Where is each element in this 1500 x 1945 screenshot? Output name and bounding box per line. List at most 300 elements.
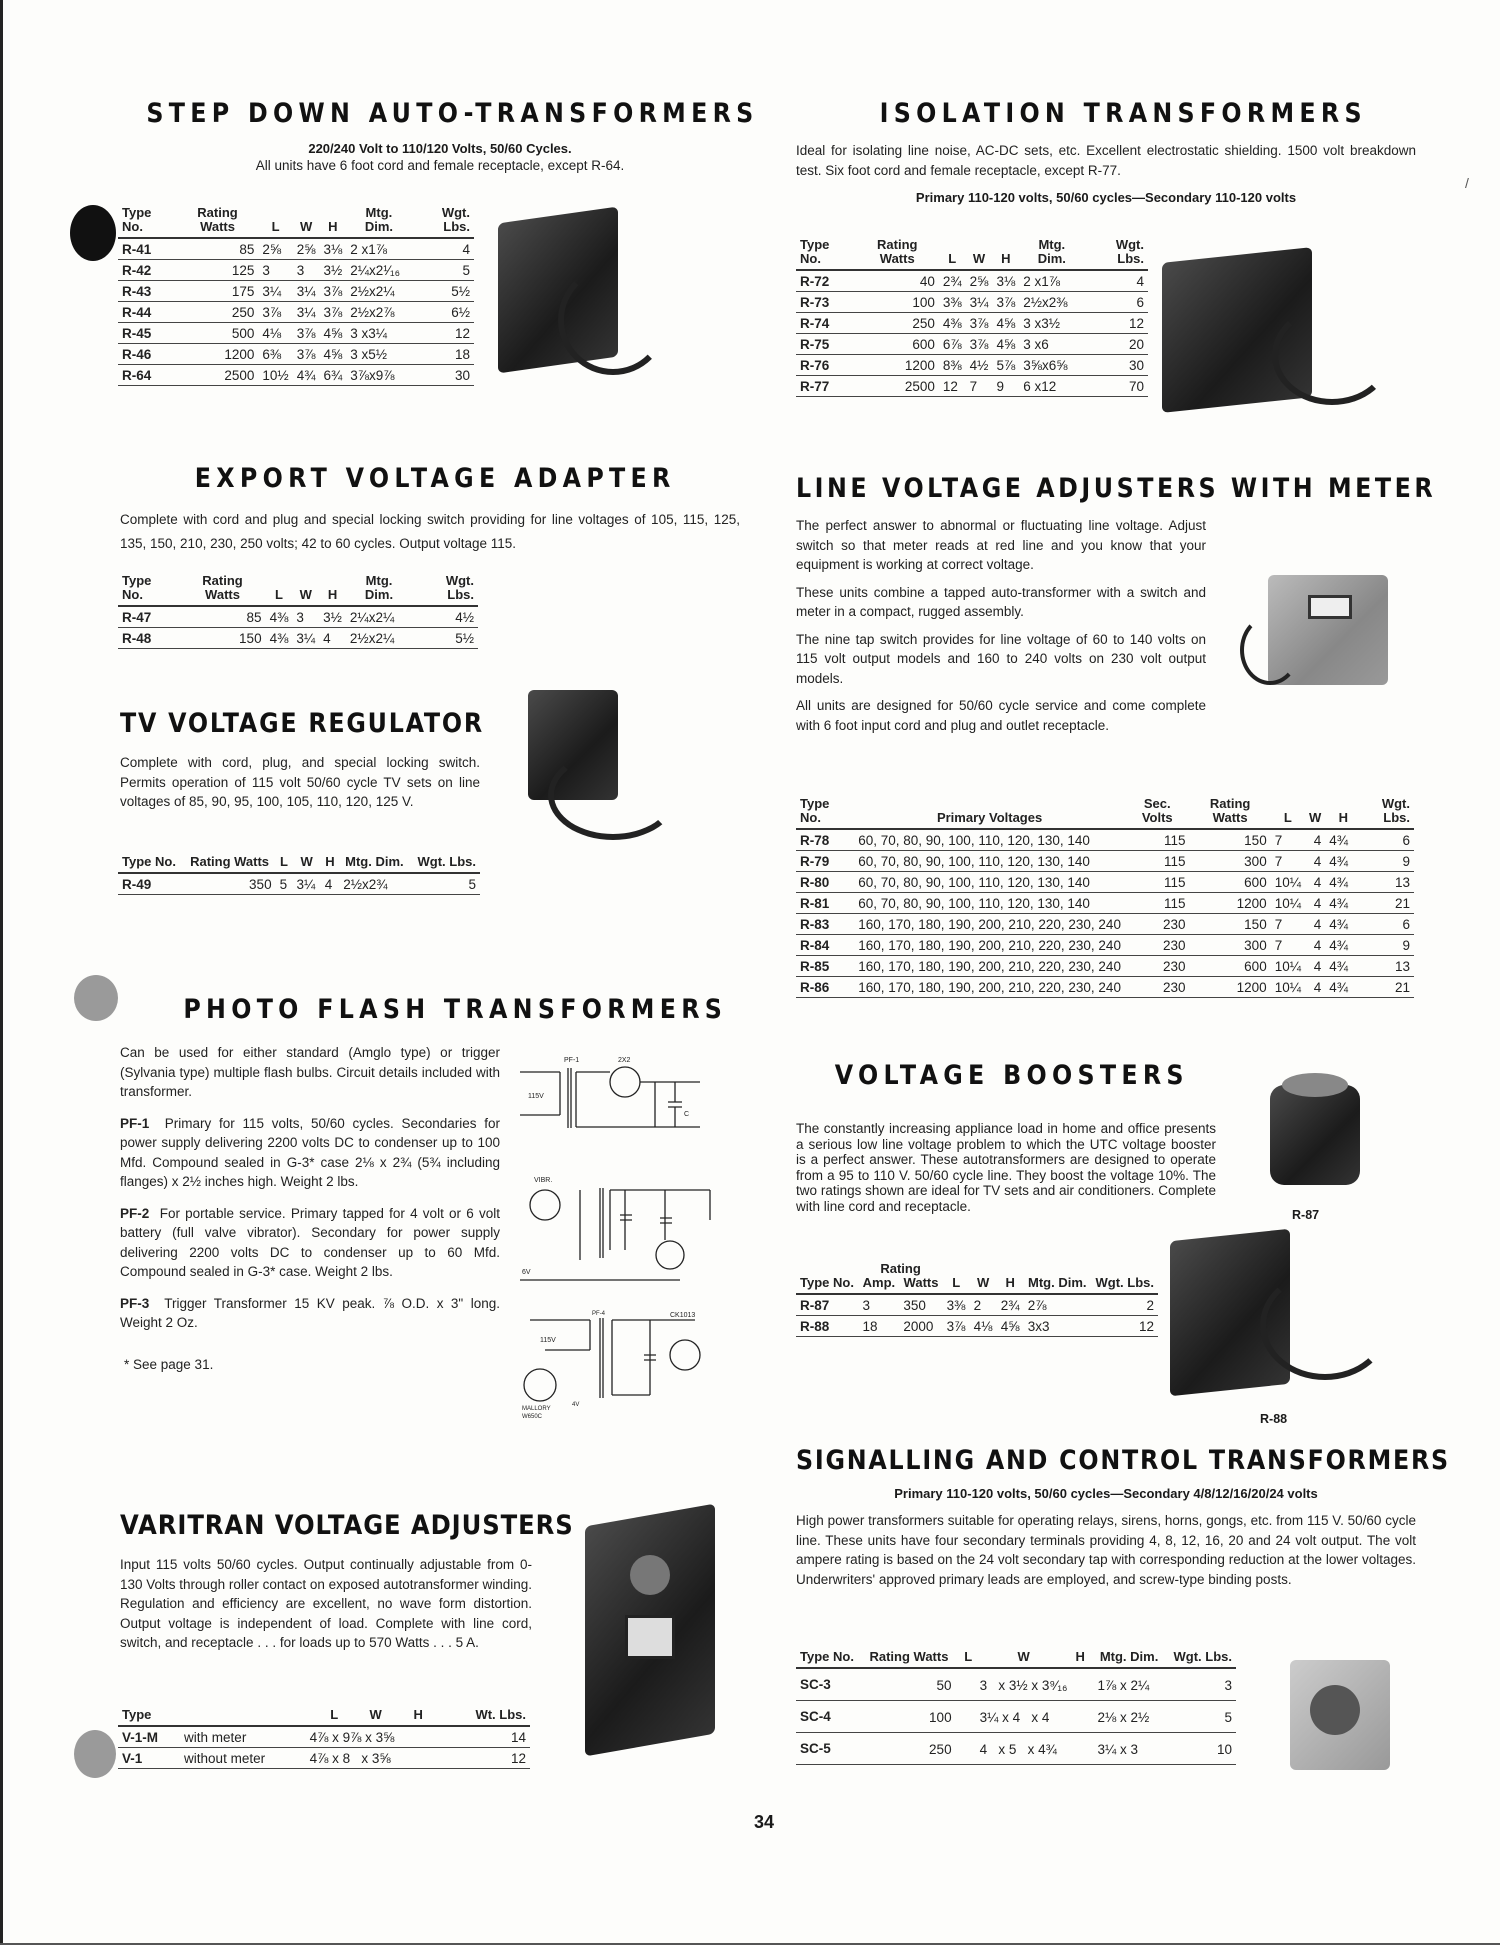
product-code: PF-2	[120, 1205, 150, 1221]
svg-text:CK1013: CK1013	[670, 1312, 696, 1319]
col-lwh: L W H	[330, 1707, 423, 1722]
cell-wgt: 12	[1138, 1319, 1154, 1334]
section-description: Complete with cord, plug, and special locking switch. Permits operation of 115 volt 50/60 cycle TV sets on line voltages of 85, 90, 95, 100, 105, 110, 120, 125 V.	[120, 755, 480, 809]
cell-l: 7	[1274, 917, 1283, 932]
col-rating: Rating Watts	[190, 854, 270, 869]
svg-text:2X2: 2X2	[618, 1057, 631, 1064]
cell-h: 6¾	[323, 368, 343, 383]
cell-wgt: 12	[510, 1751, 526, 1766]
cell-rating: 175	[231, 284, 255, 299]
cell-l: 3⅞	[262, 305, 282, 320]
section-title: TV VOLTAGE REGULATOR	[120, 708, 484, 739]
cell-l: 4⅜	[269, 631, 289, 646]
col-wgt: Wt. Lbs.	[475, 1707, 526, 1722]
table-row	[796, 829, 1414, 851]
cell-wgt: 6	[1402, 917, 1410, 932]
col-type: Type No.	[800, 1275, 854, 1290]
cell-rating: 2500	[904, 379, 935, 394]
cell-wgt: 5½	[451, 284, 470, 299]
isolation-section	[796, 98, 1416, 205]
paragraph: All units are designed for 50/60 cycle service and come complete with 6 foot input cord and plug and outlet receptacle.	[796, 698, 1206, 733]
product-description: For portable service. Primary tapped for 4 volt or 6 volt battery (full valve vibrator). Secondary for power supply delivering 2200 volts DC to condenser up to 60 Mfd. Compound sealed in G-3* case. Weight 2 lbs.	[120, 1205, 500, 1279]
cell-wgt: 9	[1402, 938, 1410, 953]
table-row	[796, 270, 1148, 292]
col-h: H	[325, 854, 335, 869]
cell-rating: 350	[249, 877, 272, 892]
col-w: W	[972, 251, 986, 266]
cell-primary: 60, 70, 80, 90, 100, 110, 120, 130, 140	[858, 833, 1090, 848]
cell-sec: 230	[1163, 917, 1186, 932]
table-row	[796, 935, 1414, 956]
col-type: Type No.	[122, 854, 176, 869]
cell-type: V-1-M	[122, 1730, 159, 1745]
stray-mark: /	[1465, 175, 1469, 191]
cell-rating: 600	[1244, 959, 1267, 974]
cell-wgt: 5	[1224, 1709, 1232, 1725]
export-section	[120, 463, 740, 556]
cell-type: R-86	[800, 980, 830, 995]
cell-type: R-41	[122, 242, 152, 257]
cell-h: 4	[323, 631, 331, 646]
cell-desc: with meter	[184, 1730, 247, 1745]
cell-l: 3¼	[262, 284, 282, 299]
col-sec: Sec. Volts	[1141, 796, 1173, 825]
table-row	[118, 302, 474, 323]
cell-mtg: 6 x12	[1023, 379, 1057, 394]
cell-mtg: 3⅝x6⅝	[1023, 358, 1068, 373]
cell-w: 4	[1313, 833, 1322, 848]
cell-l: 7	[1274, 854, 1283, 869]
cell-mtg: 2 x1⅞	[350, 242, 388, 257]
cell-w: 3¼	[969, 295, 989, 310]
col-rating: Rating Watts	[202, 573, 243, 602]
cell-sec: 230	[1163, 980, 1186, 995]
cell-mtg: 3x3	[1027, 1319, 1050, 1334]
section-title: PHOTO FLASH TRANSFORMERS	[183, 994, 728, 1025]
cell-h: 4¾	[1329, 854, 1349, 869]
table-row	[796, 1294, 1158, 1316]
col-wgt: Wgt. Lbs.	[1173, 1649, 1232, 1664]
page-edge-left	[0, 0, 3, 1945]
col-mtg: Mtg. Dim.	[1099, 1649, 1159, 1664]
cell-type: R-87	[800, 1298, 830, 1313]
paragraph: The nine tap switch provides for line voltage of 60 to 140 volts on 115 volt output models and 160 to 240 volts on 230 volt output models.	[796, 631, 1206, 686]
section-title: VOLTAGE BOOSTERS	[834, 1060, 1189, 1091]
cell-mtg: 2½x2¼	[350, 284, 395, 299]
product-code: PF-1	[120, 1115, 150, 1131]
page-number: 34	[754, 1812, 775, 1832]
col-w: W	[1308, 810, 1322, 825]
cell-wgt: 6½	[451, 305, 470, 320]
cell-wgt: 70	[1128, 379, 1144, 394]
cell-mtg: 1⅞ x 2¼	[1097, 1677, 1150, 1693]
line-adjusters-text	[796, 516, 1206, 735]
col-wgt: Wgt. Lbs.	[1115, 237, 1144, 266]
cell-rating: 600	[912, 337, 935, 352]
cell-h: 4⅝	[996, 316, 1016, 331]
table-row	[796, 893, 1414, 914]
svg-text:PF-1: PF-1	[564, 1057, 580, 1064]
cell-wgt: 14	[510, 1730, 526, 1745]
cell-type: R-83	[800, 917, 830, 932]
cell-h: 4¾	[1329, 917, 1349, 932]
step-down-section	[120, 98, 759, 176]
cell-rating: 600	[1244, 875, 1267, 890]
cell-h: 4⅝	[996, 337, 1016, 352]
cell-sec: 230	[1163, 959, 1186, 974]
tv-regulator-section	[120, 708, 484, 812]
col-w: W	[299, 587, 312, 602]
section-description: Complete with cord and plug and special locking switch providing for line voltages of 105, 115, 125, 135, 150, 210, 230, 250 volts; 42 to 60 cycles. Output voltage 115.	[120, 512, 740, 551]
section-title: ISOLATION TRANSFORMERS	[879, 98, 1367, 129]
col-w: W	[300, 854, 313, 869]
cell-lwh: 4⅞ x 9⅞ x 3⅝	[309, 1730, 395, 1745]
cell-type: R-74	[800, 316, 830, 331]
cell-h: 5⅞	[996, 358, 1016, 373]
cell-h: 3⅛	[323, 242, 343, 257]
cell-l: 4⅛	[262, 326, 282, 341]
paragraph: These units combine a tapped auto-transformer with a switch and meter in a compact, rugged assembly.	[796, 584, 1206, 619]
cell-w: 4¾	[296, 368, 316, 383]
cell-lwh: 4⅞ x 8 x 3⅝	[309, 1751, 391, 1766]
step-down-table	[118, 206, 474, 386]
isolation-transformer-photo	[1152, 235, 1412, 415]
svg-text:VIBR.: VIBR.	[534, 1177, 553, 1184]
col-rating: Rating Watts	[1209, 796, 1251, 825]
col-wgt: Wgt. Lbs.	[441, 205, 470, 234]
boosters-section	[796, 1060, 1216, 1214]
col-type: Type No.	[800, 1649, 854, 1664]
cell-l: 2¾	[942, 274, 962, 289]
table-row	[796, 292, 1148, 313]
cell-type: R-73	[800, 295, 830, 310]
cell-l: 8⅜	[942, 358, 962, 373]
cell-h: 4¾	[1329, 896, 1349, 911]
section-description: Input 115 volts 50/60 cycles. Output continually adjustable from 0-130 Volts through roller contact on exposed autotransformer winding. Regulation and efficiency are excellent, no wave form distortion. Output voltage is independent of load. Complete with line cord, switch, and receptacle . . . for loads up to 570 Watts . . . 5 A.	[120, 1557, 532, 1650]
col-primary: Primary Voltages	[936, 810, 1043, 825]
col-rating: Rating Watts	[869, 1649, 949, 1664]
cell-w: 3	[296, 610, 304, 625]
cell-rating: 50	[936, 1677, 952, 1693]
cell-l: 4⅜	[269, 610, 289, 625]
cell-l: 7	[1274, 833, 1283, 848]
cell-w: 3¼	[296, 877, 316, 892]
tv-regulator-table	[118, 855, 480, 895]
cell-rating: 85	[246, 610, 262, 625]
boosters-table	[796, 1262, 1158, 1337]
cell-wgt: 20	[1128, 337, 1144, 352]
tv-regulator-photo	[508, 690, 688, 850]
cell-wgt: 10	[1216, 1741, 1232, 1757]
cell-l: 10¼	[1274, 980, 1301, 995]
cell-type: R-43	[122, 284, 152, 299]
cell-h: 3½	[323, 263, 343, 278]
col-type: Type	[122, 1707, 152, 1722]
cell-h: 4¾	[1329, 938, 1349, 953]
section-subtitle: 220/240 Volt to 110/120 Volts, 50/60 Cycles.	[308, 141, 572, 156]
cell-mtg: 3 x6	[1023, 337, 1049, 352]
col-l: L	[948, 251, 957, 266]
cell-h: 3⅞	[323, 305, 343, 320]
svg-text:115V: 115V	[528, 1093, 544, 1100]
cell-type: R-49	[122, 877, 152, 892]
svg-text:C: C	[684, 1111, 690, 1118]
col-h: H	[1001, 251, 1011, 266]
cell-rating: 1200	[1236, 896, 1267, 911]
cell-wgt: 13	[1394, 875, 1410, 890]
cell-w: 4	[1313, 854, 1322, 869]
cell-l: 6⅜	[262, 347, 282, 362]
col-h: H	[328, 219, 338, 234]
table-row	[118, 606, 478, 628]
circuit-diagram-pf1	[520, 1050, 720, 1150]
product-code: PF-3	[120, 1295, 150, 1311]
section-title: STEP DOWN AUTO-TRANSFORMERS	[146, 98, 759, 129]
signalling-table	[796, 1650, 1236, 1765]
col-type: Type No.	[122, 573, 152, 602]
cell-primary: 160, 170, 180, 190, 200, 210, 220, 230, 240	[858, 959, 1121, 974]
paragraph: The perfect answer to abnormal or fluctuating line voltage. Adjust switch so that meter reads at red line and you know that your equipment is working at correct voltage.	[796, 518, 1206, 572]
cell-wgt: 9	[1402, 854, 1410, 869]
cell-mtg: 2½x2¼	[349, 631, 395, 646]
cell-wgt: 13	[1394, 959, 1410, 974]
col-mtg: Mtg. Dim.	[364, 205, 393, 234]
col-h: H	[1005, 1275, 1015, 1290]
cell-w: 3⅞	[969, 337, 989, 352]
col-rating-group: Rating	[880, 1261, 921, 1276]
cell-l: 3⅞	[946, 1319, 966, 1334]
cell-mtg: 3 x5½	[350, 347, 388, 362]
cell-type: SC-5	[800, 1741, 831, 1756]
cell-watts: 350	[903, 1298, 926, 1313]
table-row	[118, 873, 480, 895]
cell-mtg: 2⅛ x 2½	[1097, 1709, 1150, 1725]
cell-sec: 115	[1164, 875, 1186, 890]
svg-text:W650C: W650C	[522, 1414, 543, 1420]
table-row	[118, 260, 474, 281]
cell-mtg: 3 x3¼	[350, 326, 388, 341]
table-row	[118, 238, 474, 260]
product-description: Trigger Transformer 15 KV peak. ⅞ O.D. x 3" long. Weight 2 Oz.	[120, 1295, 500, 1330]
table-row	[118, 323, 474, 344]
cell-mtg: 3⅞x9⅞	[350, 368, 395, 383]
isolation-table	[796, 238, 1148, 397]
step-down-transformer-photo	[478, 205, 678, 385]
col-mtg: Mtg. Dim.	[1037, 237, 1066, 266]
cell-rating: 40	[919, 274, 935, 289]
col-type: Type No.	[122, 205, 152, 234]
section-title: EXPORT VOLTAGE ADAPTER	[194, 463, 676, 494]
cell-w: 4	[1313, 980, 1322, 995]
cell-h: 4⅝	[1000, 1319, 1020, 1334]
cell-type: R-42	[122, 263, 152, 278]
cell-wgt: 4	[462, 242, 470, 257]
r88-booster-photo	[1160, 1230, 1400, 1395]
cell-wgt: 30	[454, 368, 470, 383]
cell-primary: 60, 70, 80, 90, 100, 110, 120, 130, 140	[858, 896, 1090, 911]
cell-primary: 160, 170, 180, 190, 200, 210, 220, 230, 240	[858, 917, 1121, 932]
table-row	[796, 313, 1148, 334]
cell-w: 3¼	[296, 631, 316, 646]
cell-h: 4¾	[1329, 875, 1349, 890]
cell-mtg: 2¼x2¹⁄₁₆	[350, 263, 401, 278]
cell-wgt: 6	[1136, 295, 1144, 310]
svg-text:115V: 115V	[540, 1337, 556, 1344]
col-lwh: L W H	[964, 1649, 1085, 1664]
cell-l: 10¼	[1274, 896, 1301, 911]
cell-primary: 160, 170, 180, 190, 200, 210, 220, 230, 240	[858, 980, 1121, 995]
cell-rating: 85	[239, 242, 255, 257]
table-row	[118, 365, 474, 386]
section-description: Ideal for isolating line noise, AC-DC sets, etc. Excellent electrostatic shielding. 1500 volt breakdown test. Six foot cord and female receptacle, except R-77.	[796, 143, 1416, 178]
cell-h: 4⅝	[323, 326, 343, 341]
product-item	[120, 1114, 500, 1192]
cell-l: 4⅜	[942, 316, 962, 331]
cell-mtg: 2½x2⅜	[1023, 295, 1068, 310]
cell-w: 4⅛	[973, 1319, 993, 1334]
col-w: W	[977, 1275, 990, 1290]
cell-w: 3⅞	[296, 347, 316, 362]
varitran-photo	[565, 1505, 735, 1755]
r87-booster-photo	[1260, 1065, 1370, 1205]
cell-l: 6⅞	[942, 337, 962, 352]
cell-l: 10¼	[1274, 959, 1301, 974]
cell-h: 4¾	[1329, 833, 1349, 848]
table-row	[796, 355, 1148, 376]
cell-l: 12	[942, 379, 958, 394]
table-row	[796, 977, 1414, 998]
cell-w: 7	[969, 379, 978, 394]
cell-wgt: 4	[1136, 274, 1144, 289]
cell-w: 4	[1313, 938, 1322, 953]
cell-lwh: 3 x 3½ x 3⁹⁄₁₆	[979, 1677, 1068, 1693]
table-row	[118, 628, 478, 649]
table-row	[118, 1748, 530, 1769]
col-watts: Watts	[903, 1275, 939, 1290]
table-row	[796, 1701, 1236, 1733]
cell-wgt: 5½	[455, 631, 474, 646]
cell-l: 5	[279, 877, 288, 892]
table-row	[796, 956, 1414, 977]
cell-primary: 60, 70, 80, 90, 100, 110, 120, 130, 140	[858, 854, 1090, 869]
footnote: * See page 31.	[124, 1356, 214, 1372]
col-mtg: Mtg. Dim.	[364, 573, 394, 602]
cell-l: 3⅜	[942, 295, 962, 310]
col-type: Type No.	[800, 237, 830, 266]
cell-lwh: 4 x 5 x 4¾	[979, 1741, 1057, 1757]
cell-rating: 150	[1244, 917, 1267, 932]
section-title: SIGNALLING AND CONTROL TRANSFORMERS	[796, 1445, 1450, 1476]
r88-caption: R-88	[1260, 1412, 1288, 1426]
cell-w: 3⅞	[296, 326, 316, 341]
cell-wgt: 5	[468, 877, 476, 892]
col-w: W	[299, 219, 313, 234]
varitran-section	[120, 1510, 574, 1653]
svg-text:MALLORY: MALLORY	[522, 1406, 551, 1412]
cell-type: R-77	[800, 379, 830, 394]
cell-w: 4½	[969, 358, 989, 373]
col-l: L	[280, 854, 288, 869]
cell-h: 4⅝	[323, 347, 343, 362]
cell-l: 3⅜	[946, 1298, 966, 1313]
cell-mtg: 3¼ x 3	[1097, 1741, 1138, 1757]
cell-sec: 115	[1164, 896, 1186, 911]
cell-type: R-48	[122, 631, 152, 646]
col-mtg: Mtg. Dim.	[345, 854, 404, 869]
cell-rating: 125	[231, 263, 255, 278]
cell-rating: 250	[231, 305, 255, 320]
cell-w: 3⅞	[969, 316, 989, 331]
cell-wgt: 6	[1402, 833, 1410, 848]
cell-amp: 18	[862, 1319, 878, 1334]
cell-sec: 115	[1164, 854, 1186, 869]
col-l: L	[274, 587, 283, 602]
cell-type: R-72	[800, 274, 830, 289]
cell-type: R-80	[800, 875, 830, 890]
cell-rating: 300	[1244, 854, 1267, 869]
cell-w: 3	[296, 263, 305, 278]
cell-rating: 150	[1244, 833, 1267, 848]
cell-w: 3¼	[296, 284, 316, 299]
cell-wgt: 21	[1394, 896, 1410, 911]
table-row	[118, 281, 474, 302]
table-row	[796, 1668, 1236, 1701]
col-wgt: Wgt. Lbs.	[1381, 796, 1410, 825]
cell-wgt: 12	[1128, 316, 1144, 331]
table-row	[796, 872, 1414, 893]
cell-w: 4	[1313, 959, 1322, 974]
cell-mtg: 2¼x2¼	[349, 610, 395, 625]
cell-w: 2	[973, 1298, 982, 1313]
cell-l: 2⅝	[262, 242, 282, 257]
cell-type: R-85	[800, 959, 830, 974]
cell-type: R-88	[800, 1319, 830, 1334]
table-row	[796, 914, 1414, 935]
cell-type: R-64	[122, 368, 152, 383]
cell-h: 4¾	[1329, 980, 1349, 995]
cell-type: R-84	[800, 938, 830, 953]
cell-type: V-1	[122, 1751, 143, 1766]
cell-watts: 2000	[903, 1319, 934, 1334]
section-subtitle: Primary 110-120 volts, 50/60 cycles—Secondary 110-120 volts	[915, 190, 1297, 205]
col-type: Type No.	[800, 796, 830, 825]
cell-mtg: 2⅞	[1027, 1298, 1047, 1313]
table-row	[796, 851, 1414, 872]
cell-wgt: 3	[1224, 1677, 1232, 1693]
cell-type: R-81	[800, 896, 830, 911]
cell-h: 9	[996, 379, 1004, 394]
cell-wgt: 5	[462, 263, 470, 278]
svg-text:6V: 6V	[522, 1269, 531, 1276]
cell-h: 3⅛	[996, 274, 1016, 289]
table-row	[118, 1726, 530, 1748]
cell-w: 4	[1313, 917, 1322, 932]
cell-rating: 100	[912, 295, 935, 310]
product-item	[120, 1294, 500, 1333]
col-l: L	[952, 1275, 961, 1290]
col-rating: Rating Watts	[877, 237, 918, 266]
col-wgt: Wgt. Lbs.	[417, 854, 476, 869]
svg-text:PF-4: PF-4	[592, 1311, 606, 1317]
cell-w: 4	[1313, 896, 1322, 911]
varitran-table	[118, 1708, 530, 1769]
cell-primary: 160, 170, 180, 190, 200, 210, 220, 230, 240	[858, 938, 1121, 953]
svg-text:4V: 4V	[572, 1402, 580, 1408]
cell-wgt: 2	[1146, 1298, 1154, 1313]
section-note: All units have 6 foot cord and female receptacle, except R-64.	[255, 158, 625, 173]
cell-w: 3¼	[296, 305, 316, 320]
cell-h: 4¾	[1329, 959, 1349, 974]
